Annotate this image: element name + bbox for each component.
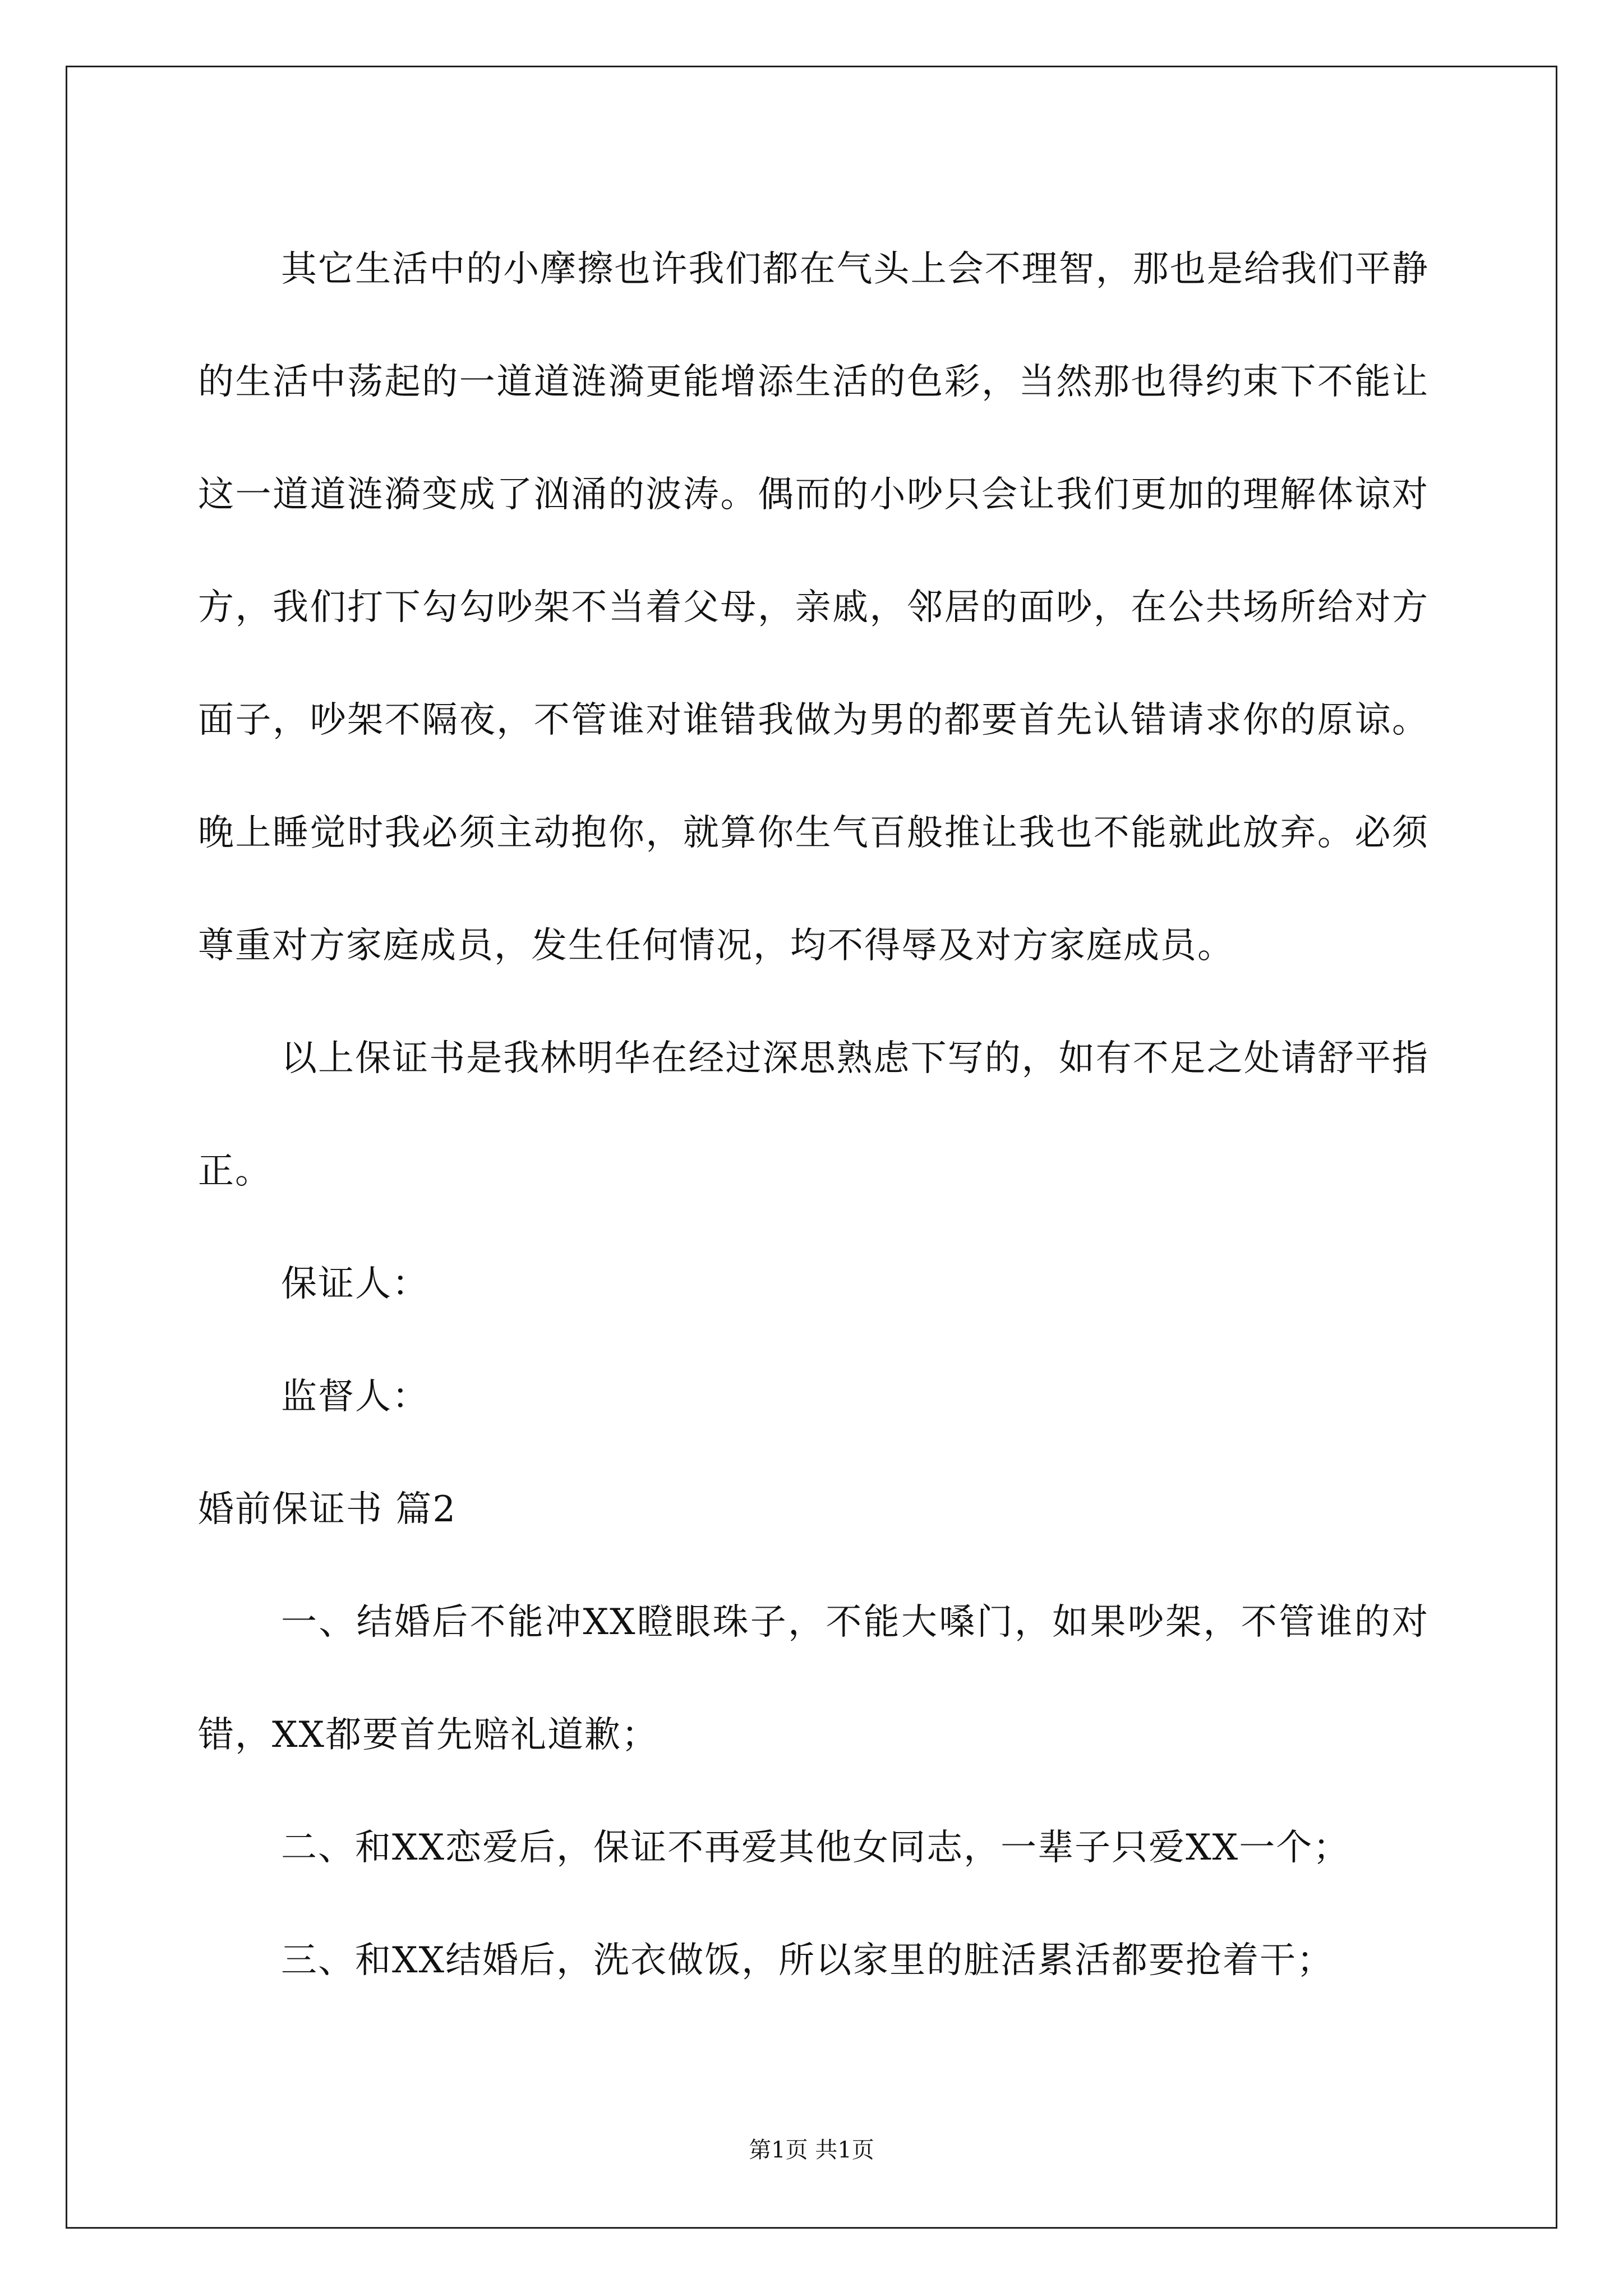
supervisor-line: 监督人： (281, 1376, 429, 1418)
paragraph-daily-frictions: 其它生活中的小摩擦也许我们都在气头上会不理智，那也是给我们平静的生活中荡起的一道道涟漪更能增添生活的色彩，当然那也得约束下不能让这一道道涟漪变成了汹涌的波涛。偶而的小吵只会让我们更加的理解体谅对方，我们打下勾勾吵架不当着父母，亲戚，邻居的面吵，在公共场所给对方面子，吵架不隔夜，不管谁对谁错我做为男的都要首先认错请求你的原谅。晚上睡觉时我必须主动抱你，就算你生气百般推让我也不能就此放弃。必须尊重对方家庭成员，发生任何情况，均不得辱及对方家庭成员。 (198, 249, 1429, 967)
list-item-1: 一、结婚后不能冲XX瞪眼珠子，不能大嗓门，如果吵架，不管谁的对错，XX都要首先赔礼道歉； (198, 1602, 1429, 1756)
paragraph-statement: 以上保证书是我林明华在经过深思熟虑下写的，如有不足之处请舒平指正。 (198, 1038, 1429, 1192)
list-item-2: 二、和XX恋爱后，保证不再爱其他女同志，一辈子只爱XX一个； (281, 1827, 1350, 1869)
section-title: 婚前保证书 篇2 (198, 1489, 457, 1530)
guarantor-line: 保证人： (281, 1263, 429, 1305)
page-footer: 第1页 共1页 (749, 2137, 874, 2163)
document-body (198, 213, 1429, 2017)
list-item-3: 三、和XX结婚后，洗衣做饭，所以家里的脏活累活都要抢着干； (281, 1940, 1334, 1981)
